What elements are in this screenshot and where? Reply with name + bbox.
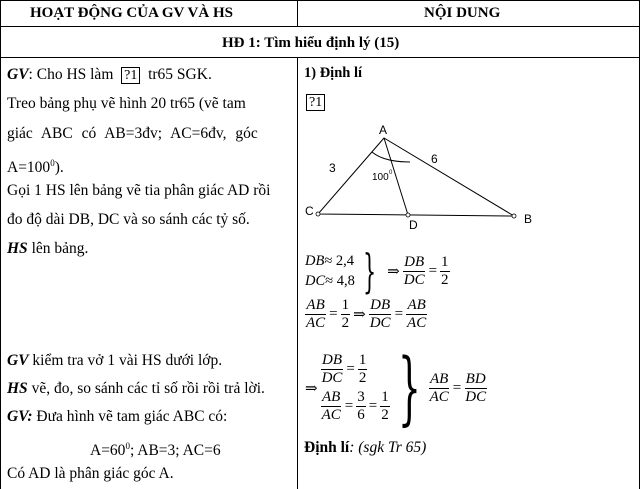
hs-line-2 <box>7 380 265 398</box>
degree-sup: 0 <box>50 158 55 168</box>
left-line-2: Treo bảng phụ vẽ hình 20 tr65 (vẽ tam <box>7 95 246 112</box>
theorem-line <box>304 439 426 457</box>
gv1-text: : Cho HS làm <box>28 66 114 83</box>
frac-db-dc-2 <box>369 297 392 332</box>
implies-2: ⇒ <box>353 307 366 323</box>
equals-3: = <box>394 306 404 322</box>
eq3-line-2 <box>321 389 390 424</box>
label-angle: 100 <box>372 172 389 183</box>
gv2-text: kiểm tra vở 1 vài HS dưới lớp. <box>28 352 223 369</box>
header-divider <box>297 0 298 26</box>
measure-dc <box>305 271 355 291</box>
point-d <box>406 213 410 217</box>
den: DC <box>321 370 343 386</box>
table-left-border <box>0 0 1 489</box>
num: 3 <box>357 389 365 405</box>
num: AB <box>322 389 341 405</box>
theorem-text: : (sgk Tr 65) <box>349 439 427 456</box>
frac-ab-ac-2 <box>406 297 427 332</box>
given-values <box>90 437 221 460</box>
frac-db-dc-3 <box>321 352 344 387</box>
frac-half-3 <box>358 352 368 387</box>
num: 1 <box>341 297 350 313</box>
den: 6 <box>357 407 365 423</box>
hs-label-2: HS <box>7 380 28 397</box>
den: AC <box>321 407 341 423</box>
column-divider <box>297 57 298 489</box>
frac-ab-ac-4 <box>429 371 450 406</box>
num: AB <box>306 297 325 313</box>
section-bottom-border <box>0 57 640 58</box>
dc-text: DC <box>305 273 326 289</box>
right-brace-1: } <box>362 244 377 298</box>
hs-label: HS <box>7 240 28 257</box>
given-angle: A=60 <box>90 442 126 460</box>
label-b: B <box>524 212 533 226</box>
hs-line-1 <box>7 240 88 258</box>
equals-4: = <box>346 361 355 377</box>
num: 1 <box>358 352 367 368</box>
point-b <box>512 214 516 218</box>
left-line-4 <box>7 154 64 177</box>
left-line-5: Gọi 1 HS lên bảng vẽ tia phân giác AD rồi <box>7 182 271 199</box>
den: AC <box>306 315 326 331</box>
frac-half-2 <box>341 297 351 332</box>
equals-5: = <box>344 398 354 414</box>
gv3-text: Đưa hình vẽ tam giác ABC có: <box>32 408 228 425</box>
triangle-abc <box>318 138 514 216</box>
header-col-activities: HOẠT ĐỘNG CỦA GV VÀ HS <box>30 5 233 21</box>
equation-3 <box>305 341 487 434</box>
left-line-6: đo độ dài DB, DC và so sánh các tỷ số. <box>7 211 250 228</box>
frac-half <box>440 254 450 289</box>
num: DB <box>404 253 425 270</box>
measure-db <box>305 251 355 271</box>
point-c <box>316 212 320 216</box>
measurements <box>305 251 355 291</box>
equals-6: = <box>368 398 378 414</box>
given-degree: 0 <box>125 441 130 451</box>
angle-text: A=100 <box>7 159 51 177</box>
equation-3-stack <box>321 352 390 424</box>
den: AC <box>407 315 427 331</box>
gv-line-3 <box>7 408 227 426</box>
num: DB <box>322 352 342 368</box>
right-brace-2: } <box>397 341 421 434</box>
question-box-1: ?1 <box>121 67 140 84</box>
eq3-line-1 <box>321 352 390 387</box>
frac-ab-ac-3 <box>321 389 342 424</box>
frac-ab-ac <box>305 297 326 332</box>
den: DC <box>369 315 391 331</box>
label-a: A <box>379 123 388 137</box>
den: 2 <box>341 315 350 331</box>
hs2-text: vẽ, đo, so sánh các tỉ số rồi rồi trả lời. <box>27 380 265 397</box>
angle-close: ). <box>54 159 64 177</box>
gv-label-3: GV: <box>7 408 33 425</box>
db-value: ≈ 2,4 <box>324 253 355 269</box>
section-title: HĐ 1: Tìm hiểu định lý (15) <box>222 35 400 51</box>
db-text: DB <box>305 253 325 269</box>
gv1-text-b: tr65 SGK. <box>148 66 212 83</box>
num: BD <box>465 370 486 387</box>
equals-2: = <box>329 306 338 322</box>
equals-1: = <box>428 262 438 279</box>
den: 2 <box>381 407 389 423</box>
equation-1 <box>305 244 450 298</box>
den: DC <box>465 388 487 405</box>
implies-1: ⇒ <box>387 263 400 280</box>
den: DC <box>403 271 425 288</box>
left-last-line: Có AD là phân giác góc A. <box>7 465 174 482</box>
theorem-label: Định lí <box>304 439 350 456</box>
label-c: C <box>305 204 314 218</box>
question-box-2-wrap <box>306 93 325 111</box>
implies-3: ⇒ <box>305 380 318 397</box>
header-col-content: NỘI DUNG <box>424 5 501 21</box>
hs1-text: lên bảng. <box>27 240 89 257</box>
triangle-figure <box>300 118 550 230</box>
num: 1 <box>441 253 449 270</box>
frac-bd-dc <box>464 371 487 406</box>
frac-db-dc <box>403 254 426 289</box>
heading-theorem: 1) Định lí <box>304 65 363 81</box>
left-line-3: giác ABC có AB=3đv; AC=6đv, góc <box>7 125 258 142</box>
den: AC <box>429 388 449 405</box>
frac-3-6 <box>356 389 366 424</box>
equals-7: = <box>452 379 462 396</box>
label-side-ab: 6 <box>431 152 438 166</box>
equation-2 <box>305 297 427 332</box>
num: 1 <box>381 389 389 405</box>
question-box-2: ?1 <box>306 94 325 111</box>
label-d: D <box>409 218 418 230</box>
angle-arc <box>372 152 410 162</box>
gv-line-2 <box>7 352 222 370</box>
num: AB <box>407 297 426 313</box>
table-top-border <box>0 0 640 1</box>
dc-value: ≈ 4,8 <box>325 273 355 289</box>
gv-instruction-1 <box>7 66 212 84</box>
given-sides: ; AB=3; AC=6 <box>129 442 221 460</box>
label-side-ac: 3 <box>329 161 336 175</box>
frac-half-4 <box>380 389 390 424</box>
num: DB <box>370 297 391 313</box>
gv-label: GV <box>7 66 29 83</box>
header-bottom-border <box>0 26 640 27</box>
num: AB <box>430 370 449 387</box>
den: 2 <box>441 271 449 288</box>
gv-label-2: GV <box>7 352 29 369</box>
label-angle-degree: 0 <box>389 170 393 176</box>
den: 2 <box>358 370 367 386</box>
